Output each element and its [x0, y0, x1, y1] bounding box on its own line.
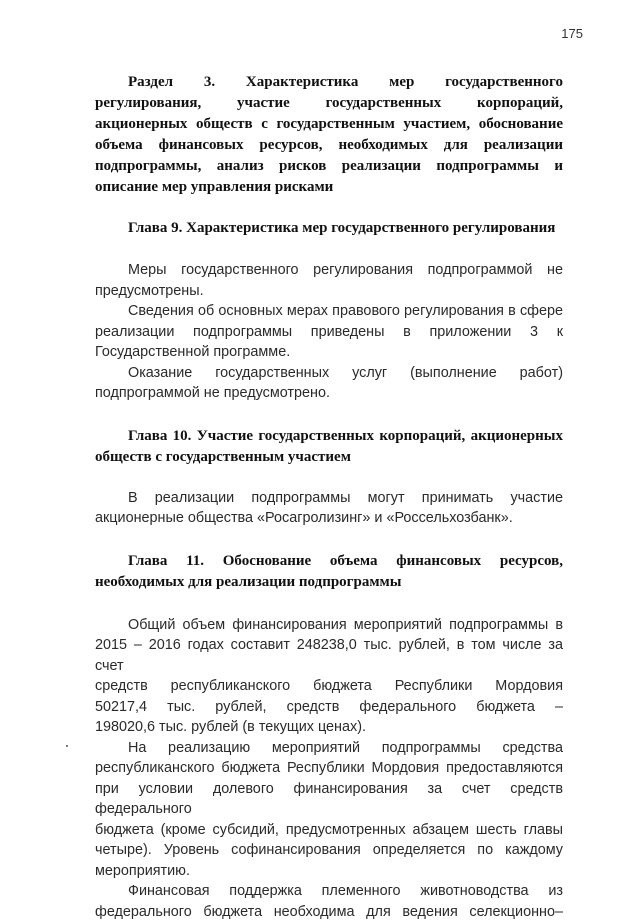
chapter-9-paragraph-2 — [95, 301, 563, 363]
text-line: Меры государственного регулирования подпрограммой не — [95, 260, 563, 281]
text-line: 198020,6 тыс. рублей (в текущих ценах). — [95, 717, 563, 738]
text-line: Финансовая поддержка племенного животноводства из — [95, 881, 563, 902]
page-number: 175 — [561, 26, 583, 41]
chapter-title-line: обществ с государственным участием — [95, 447, 563, 468]
chapter-11-title — [95, 551, 563, 593]
chapter-10-title — [95, 426, 563, 468]
text-line: подпрограммой не предусмотрено. — [95, 383, 563, 404]
chapter-title-line: необходимых для реализации подпрограммы — [95, 572, 563, 593]
text-line: 2015 – 2016 годах составит 248238,0 тыс. рублей, в том числе за счет — [95, 635, 563, 676]
text-line: Сведения об основных мерах правового регулирования в сфере — [95, 301, 563, 322]
scan-speck — [66, 745, 68, 747]
text-line: четыре). Уровень софинансирования определяется по каждому — [95, 840, 563, 861]
chapter-10-paragraph-1 — [95, 488, 563, 529]
text-line: На реализацию мероприятий подпрограммы средства — [95, 738, 563, 759]
chapter-title-line: Глава 10. Участие государственных корпораций, акционерных — [95, 426, 563, 447]
section-title-line: описание мер управления рисками — [95, 177, 563, 198]
text-line: Государственной программе. — [95, 342, 563, 363]
section-title-line: регулирования, участие государственных корпораций, — [95, 93, 563, 114]
section-title — [95, 72, 563, 198]
text-line: Оказание государственных услуг (выполнение работ) — [95, 363, 563, 384]
section-title-line: акционерных обществ с государственным участием, обоснование — [95, 114, 563, 135]
chapter-9-title: Глава 9. Характеристика мер государственного регулирования — [95, 218, 563, 239]
section-title-line: Раздел 3. Характеристика мер государственного — [95, 72, 563, 93]
text-line: Общий объем финансирования мероприятий подпрограммы в — [95, 615, 563, 636]
text-line: 50217,4 тыс. рублей, средств федерального бюджета – — [95, 697, 563, 718]
document-body — [95, 72, 563, 922]
text-line: В реализации подпрограммы могут принимать участие — [95, 488, 563, 509]
chapter-11-paragraph-3 — [95, 881, 563, 922]
text-line: федерального бюджета необходима для ведения селекционно– — [95, 902, 563, 922]
text-line: бюджета (кроме субсидий, предусмотренных абзацем шесть главы — [95, 820, 563, 841]
chapter-title-line: Глава 11. Обоснование объема финансовых ресурсов, — [95, 551, 563, 572]
chapter-9-paragraph-3 — [95, 363, 563, 404]
text-line: предусмотрены. — [95, 281, 563, 302]
text-line: мероприятию. — [95, 861, 563, 882]
text-line: акционерные общества «Росагролизинг» и «Россельхозбанк». — [95, 508, 563, 529]
text-line: реализации подпрограммы приведены в приложении 3 к — [95, 322, 563, 343]
section-title-line: объема финансовых ресурсов, необходимых для реализации — [95, 135, 563, 156]
text-line: республиканского бюджета Республики Мордовия предоставляются — [95, 758, 563, 779]
chapter-9-paragraph-1 — [95, 260, 563, 301]
chapter-11-paragraph-1 — [95, 615, 563, 738]
text-line: средств республиканского бюджета Республики Мордовия — [95, 676, 563, 697]
chapter-11-paragraph-2 — [95, 738, 563, 882]
text-line: при условии долевого финансирования за счет средств федерального — [95, 779, 563, 820]
section-title-line: подпрограммы, анализ рисков реализации подпрограммы и — [95, 156, 563, 177]
